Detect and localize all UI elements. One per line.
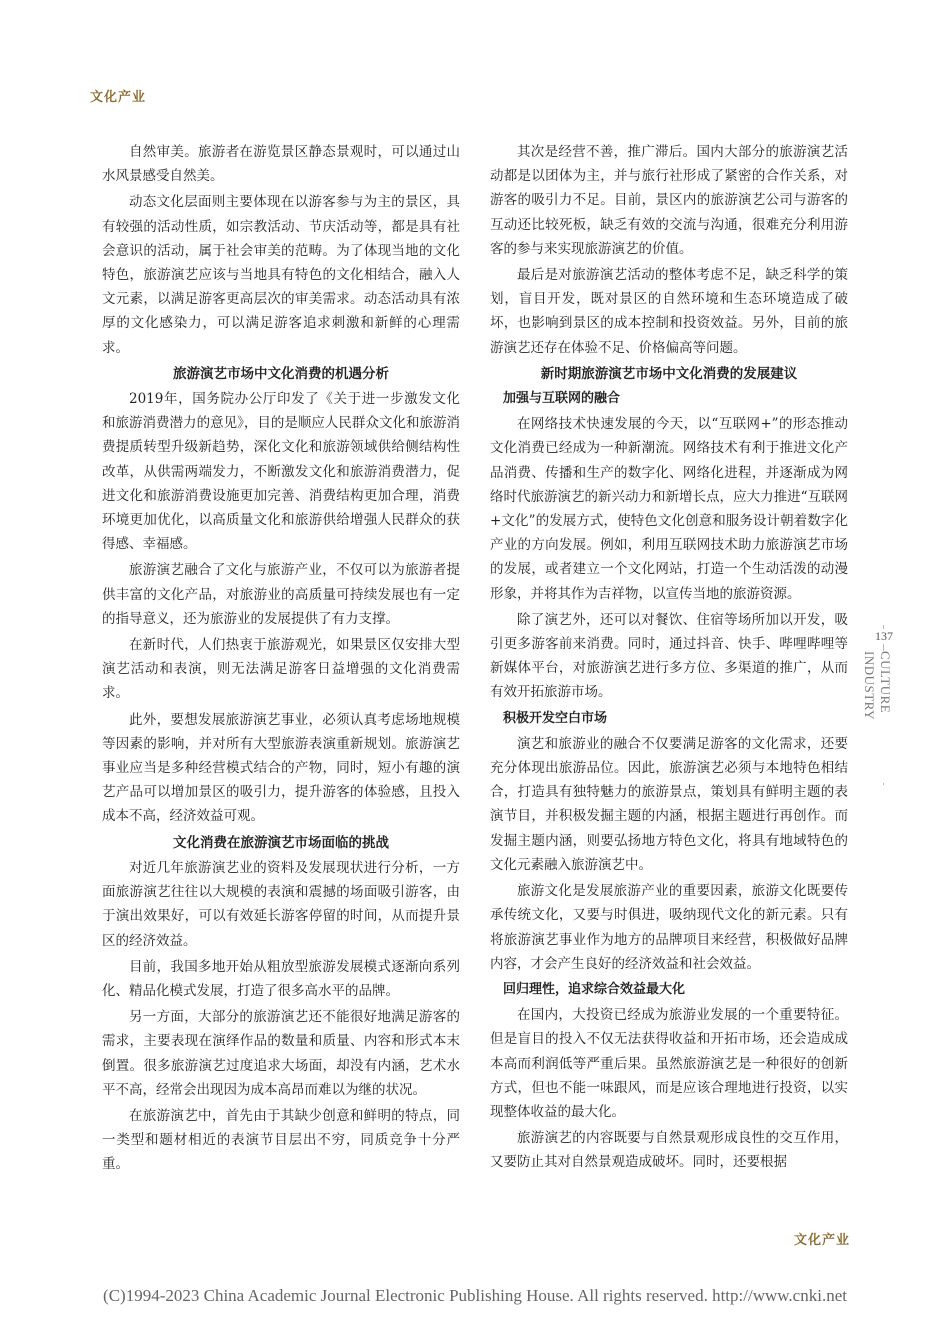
paragraph: 此外，要想发展旅游演艺事业，必须认真考虑场地规模等因素的影响，并对所有大型旅游表演重新规划。旅游演艺事业应当是多种经营模式结合的产物，同时，短小有趣的演艺产品可以增加景区的吸引力，提升游客的体验感，且投入成本不高，经济效益可观。 (102, 711, 460, 825)
section-heading: 加强与互联网的融合 (503, 391, 621, 407)
paragraph: 演艺和旅游业的融合不仅要满足游客的文化需求，还要充分体现出旅游品位。因此，旅游演艺必须与本地特色相结合，打造具有独特魅力的旅游景点，策划具有鲜明主题的表演节目，并积极发掘主题的内涵，根据主题进行再创作。而发掘主题内涵，则要弘扬地方特色文化，将具有地域特色的文化元素融入旅游演艺中。 (490, 735, 848, 873)
footer-section-label: 文化产业 (794, 1233, 851, 1248)
paragraph: 旅游演艺的内容既要与自然景观形成良性的交互作用，又要防止其对自然景观造成破坏。同时，还要根据 (490, 1130, 848, 1171)
paragraph: 最后是对旅游演艺活动的整体考虑不足，缺乏科学的策划，盲目开发，既对景区的自然环境和生态环境造成了破坏，也影响到景区的成本控制和投资效益。另外，目前的旅游演艺还存在体验不足、价格偏高等问题。 (490, 267, 848, 356)
section-heading: 回归理性，追求综合效益最大化 (503, 981, 686, 997)
paragraph: 旅游演艺融合了文化与旅游产业，不仅可以为旅游者提供丰富的文化产品，对旅游业的高质量可持续发展也有一定的指导意义，还为旅游业的发展提供了有力支撑。 (102, 562, 460, 627)
section-heading: 旅游演艺市场中文化消费的机遇分析 (173, 365, 389, 382)
side-rail (862, 625, 895, 785)
paragraph: 其次是经营不善，推广滞后。国内大部分的旅游演艺活动都是以团体为主，并与旅行社形成了紧密的合作关系，对游客的吸引力不足。目前，景区内的旅游演艺公司与游客的互动还比较死板，缺乏有效的交流与沟通，很难充分利用游客的参与来实现旅游演艺的价值。 (490, 144, 848, 257)
paragraph: 在旅游演艺中，首先由于其缺少创意和鲜明的特点，同一类型和题材相近的表演节目层出不穷，同质竞争十分严重。 (102, 1107, 460, 1173)
paragraph: 目前，我国多地开始从粗放型旅游发展模式逐渐向系列化、精品化模式发展，打造了很多高水平的品牌。 (102, 958, 460, 999)
section-heading: 新时期旅游演艺市场中文化消费的发展建议 (540, 365, 798, 382)
left-column (102, 140, 460, 1179)
right-column (490, 140, 848, 1177)
copyright-notice: (C)1994-2023 China Academic Journal Electronic Publishing House. All rights reserved. http://www.cnki.net (103, 1286, 847, 1305)
paragraph: 对近几年旅游演艺业的资料及发展现状进行分析，一方面旅游演艺往往以大规模的表演和震撼的场面吸引游客，由于演出效果好，可以有效延长游客停留的时间，从而提升景区的经济效益。 (102, 859, 460, 949)
section-heading: 文化消费在旅游演艺市场面临的挑战 (173, 834, 389, 851)
header-section-label: 文化产业 (90, 90, 147, 105)
paragraph: 旅游文化是发展旅游产业的重要因素，旅游文化既要传承传统文化，又要与时俱进，吸纳现代文化的新元素。只有将旅游演艺事业作为地方的品牌项目来经营，积极做好品牌内容，才会产生良好的经济效益和社会效益。 (490, 883, 848, 972)
paragraph: 另一方面，大部分的旅游演艺还不能很好地满足游客的需求，主要表现在演绎作品的数量和质量、内容和形式本末倒置。很多旅游演艺过度追求大场面，却没有内涵，艺术水平不高，经常会出现因为成本高昂而难以为继的状况。 (102, 1009, 460, 1098)
paragraph: 除了演艺外，还可以对餐饮、住宿等场所加以开发，吸引更多游客前来消费。同时，通过抖音、快手、哔哩哔哩等新媒体平台，对旅游演艺进行多方位、多渠道的推广，从而有效开拓旅游市场。 (490, 611, 848, 701)
paragraph: 2019年，国务院办公厅印发了《关于进一步激发文化和旅游消费潜力的意见》，目的是顺应人民群众文化和旅游消费提质转型升级新趋势，深化文化和旅游领域供给侧结构性改革，从供需两端发力，不断激发文化和旅游消费潜力，促进文化和旅游消费设施更加完善、消费结构更加合理，消费环境更加优化，以高质量文化和旅游供给增强人民群众的获得感、幸福感。 (102, 391, 460, 553)
paragraph: 在国内，大投资已经成为旅游业发展的一个重要特征。但是盲目的投入不仅无法获得收益和开拓市场，还会造成成本高而利润低等严重后果。虽然旅游演艺是一种很好的创新方式，但也不能一味跟风，而是应该合理地进行投资，以实现整体收益的最大化。 (490, 1007, 848, 1120)
page-number: 137 (875, 629, 893, 643)
paragraph: 在新时代，人们热衷于旅游观光，如果景区仅安排大型演艺活动和表演，则无法满足游客日益增强的文化消费需求。 (102, 637, 460, 702)
paragraph: 在网络技术快速发展的今天，以“互联网+”的形态推动文化消费已经成为一种新潮流。网络技术有利于推进文化产品消费、传播和生产的数字化、网络化进程，并逐渐成为网络时代旅游演艺的新兴动力和新增长点，应大力推进“互联网+文化”的发展方式，使特色文化创意和服务设计朝着数字化产业的方向发展。例如，利用互联网技术助力旅游演艺市场的发展，或者建立一个文化网站，打造一个生动活泼的动漫形象，并将其作为吉祥物，以宣传当地的旅游资源。 (490, 416, 848, 602)
paragraph: 动态文化层面则主要体现在以游客参与为主的景区，具有较强的活动性质，如宗教活动、节庆活动等，都是具有社会意识的活动，属于社会审美的范畴。为了体现当地的文化特色，旅游演艺应该与当地具有特色的文化相结合，融入人文元素，以满足游客更高层次的审美需求。动态活动具有浓厚的文化感染力，可以满足游客追求刺激和新鲜的心理需求。 (102, 194, 460, 356)
section-heading: 积极开发空白市场 (503, 710, 608, 726)
journal-name-vertical: CULTURE INDUSTRY (875, 651, 893, 783)
paragraph: 自然审美。旅游者在游览景区静态景观时，可以通过山水风景感受自然美。 (102, 144, 460, 185)
